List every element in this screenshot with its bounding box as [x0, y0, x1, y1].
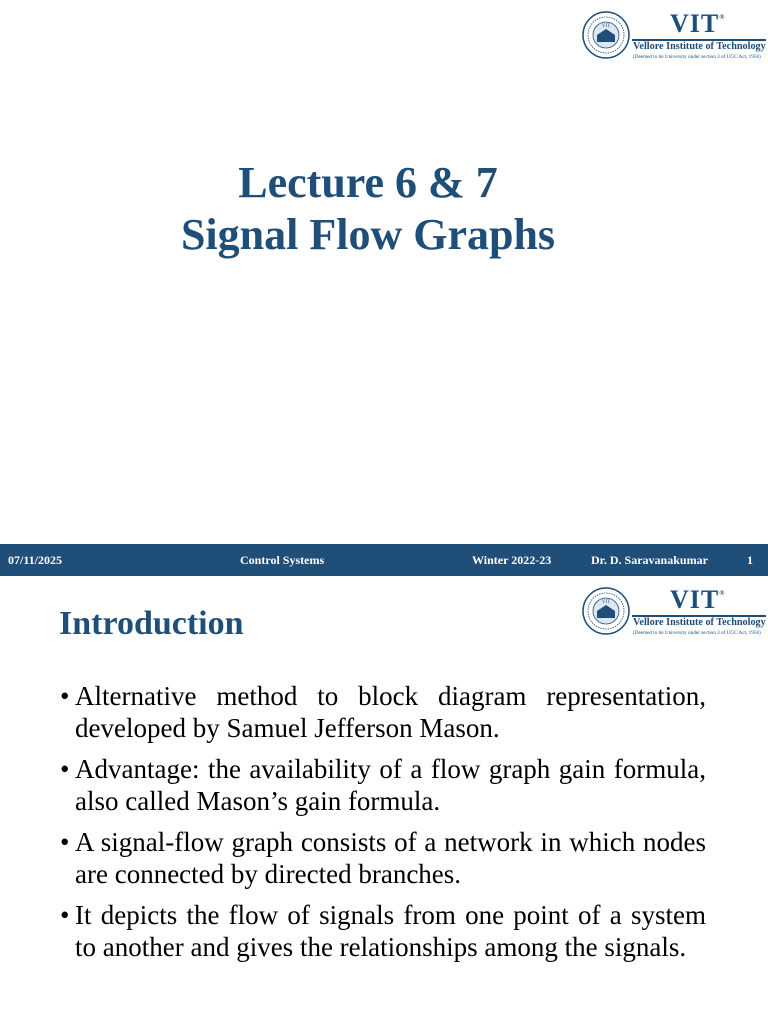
vit-wordmark: VIT® — [670, 9, 726, 38]
bullet-icon: • — [60, 681, 70, 711]
svg-text:VIT: VIT — [601, 24, 611, 29]
section-heading: Introduction — [59, 605, 244, 642]
footer-author: Dr. D. Saravanakumar — [591, 553, 708, 567]
slide-footer — [0, 544, 768, 576]
title-line-2: Signal Flow Graphs — [180, 210, 556, 259]
vit-logo — [582, 10, 766, 62]
footer-date: 07/11/2025 — [8, 553, 63, 567]
footer-page-number: 1 — [747, 553, 753, 567]
vit-wordmark: VIT® — [670, 585, 726, 614]
title-line-1: Lecture 6 & 7 — [238, 158, 498, 207]
institute-name: Vellore Institute of Technology — [633, 617, 766, 628]
footer-course: Control Systems — [240, 553, 325, 567]
bullet-text: Alternative method to block diagram representation, developed by Samuel Jefferson Mason. — [75, 681, 706, 743]
bullet-icon: • — [60, 827, 70, 857]
university-seal-icon — [582, 587, 630, 635]
bullet-text: Advantage: the availability of a flow graph gain formula, also called Mason’s gain formula. — [75, 754, 706, 816]
bullet-icon: • — [60, 900, 70, 930]
bullet-item — [60, 753, 706, 817]
bullet-list — [60, 680, 706, 972]
institute-name: Vellore Institute of Technology — [633, 41, 766, 52]
slide-title — [0, 157, 736, 261]
vit-logo — [582, 586, 766, 638]
bullet-item — [60, 899, 706, 963]
university-seal-icon — [582, 11, 630, 59]
bullet-item — [60, 826, 706, 890]
bullet-text: It depicts the flow of signals from one point of a system to another and gives the relationships among the signals. — [75, 900, 706, 962]
introduction-slide — [0, 576, 768, 1024]
institute-subtitle: (Deemed to be University under section 3 of UGC Act, 1956) — [633, 630, 761, 636]
bullet-item — [60, 680, 706, 744]
bullet-text: A signal-flow graph consists of a network in which nodes are connected by directed branches. — [75, 827, 706, 889]
bullet-icon: • — [60, 754, 70, 784]
institute-subtitle: (Deemed to be University under section 3 of UGC Act, 1956) — [633, 54, 761, 60]
svg-text:VIT: VIT — [601, 600, 611, 605]
footer-term: Winter 2022-23 — [472, 553, 552, 567]
